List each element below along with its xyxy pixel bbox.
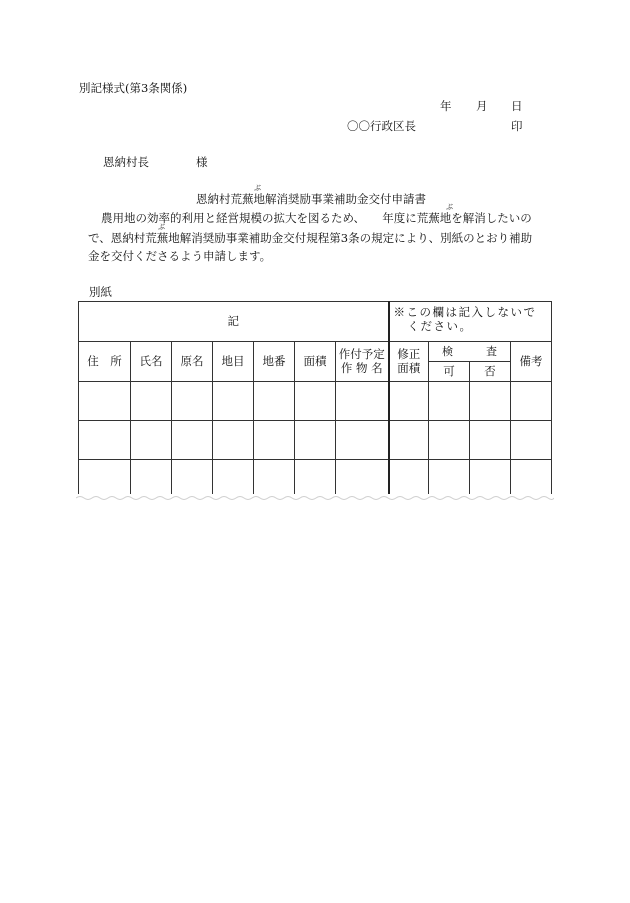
body-line-3: 金を交付くださるよう申請します。	[88, 249, 272, 263]
cell-land-category[interactable]	[213, 421, 254, 460]
col-remarks: 備考	[511, 342, 552, 382]
col-area: 面積	[295, 342, 336, 382]
cell-name[interactable]	[131, 382, 172, 421]
table-row	[79, 421, 552, 460]
cell-corrected-area[interactable]	[389, 421, 429, 460]
cell-corrected-area[interactable]	[389, 382, 429, 421]
body-line-1: 農用地の効率的利用と経営規模の拡大を図るため、 年度に荒蕪地を解消したいの	[101, 211, 532, 225]
col-address: 住 所	[79, 342, 131, 382]
document-title: 恩納村荒蕪地解消奨励事業補助金交付申請書	[196, 192, 426, 206]
col-name: 氏名	[131, 342, 172, 382]
record-header-cell	[79, 302, 389, 342]
seal-mark: 印	[511, 119, 523, 133]
col-lot-number: 地番	[254, 342, 295, 382]
col-land-category: 地目	[213, 342, 254, 382]
cell-land-category[interactable]	[213, 382, 254, 421]
cell-original-name[interactable]	[172, 421, 213, 460]
cell-planned-crop[interactable]	[336, 382, 389, 421]
body-ruby: ぶ	[446, 203, 453, 211]
col-corrected-line-2: 面積	[397, 360, 421, 375]
note-line-1: ※この欄は記入しないで	[393, 305, 537, 319]
col-planned-crop	[336, 342, 389, 382]
cell-area[interactable]	[295, 382, 336, 421]
title-ruby: ぶ	[254, 184, 261, 192]
torn-edge-wave	[76, 494, 554, 504]
cell-remarks[interactable]	[511, 421, 552, 460]
col-inspection: 検 査	[429, 342, 511, 362]
date-year: 年	[440, 99, 452, 113]
note-line-2: ください。	[407, 318, 473, 333]
cell-ok[interactable]	[429, 382, 470, 421]
col-planned-crop-line-1: 作付予定	[338, 346, 385, 361]
body-ruby-2: ぶ	[158, 223, 165, 231]
cell-address[interactable]	[79, 382, 131, 421]
col-ok: 可	[429, 362, 470, 382]
table-row	[79, 382, 552, 421]
record-header: 記	[227, 313, 239, 328]
honorific: 様	[196, 155, 208, 169]
cell-remarks[interactable]	[511, 382, 552, 421]
torn-edge	[76, 494, 554, 504]
cell-lot-number[interactable]	[254, 382, 295, 421]
cell-planned-crop[interactable]	[336, 421, 389, 460]
cell-area[interactable]	[295, 421, 336, 460]
note-cell	[389, 302, 552, 342]
cell-ng[interactable]	[470, 382, 511, 421]
col-ng: 否	[470, 362, 511, 382]
cell-name[interactable]	[131, 421, 172, 460]
col-planned-crop-line-2: 作 物 名	[340, 360, 383, 375]
date-day: 日	[511, 99, 523, 113]
cell-lot-number[interactable]	[254, 421, 295, 460]
col-corrected-area	[389, 342, 429, 382]
cell-address[interactable]	[79, 421, 131, 460]
application-table	[78, 301, 552, 500]
cell-original-name[interactable]	[172, 382, 213, 421]
cell-ok[interactable]	[429, 421, 470, 460]
applicant-title: 〇〇行政区長	[347, 119, 416, 133]
attachment-label: 別紙	[89, 285, 112, 299]
cell-ng[interactable]	[470, 421, 511, 460]
col-original-name: 原名	[172, 342, 213, 382]
form-number: 別記様式(第3条関係)	[79, 81, 188, 95]
addressee: 恩納村長	[103, 155, 149, 169]
body-line-2: で、恩納村荒蕪地解消奨励事業補助金交付規程第3条の規定により、別紙のとおり補助	[88, 231, 533, 245]
col-corrected-line-1: 修正	[397, 346, 421, 361]
date-month: 月	[476, 99, 488, 113]
